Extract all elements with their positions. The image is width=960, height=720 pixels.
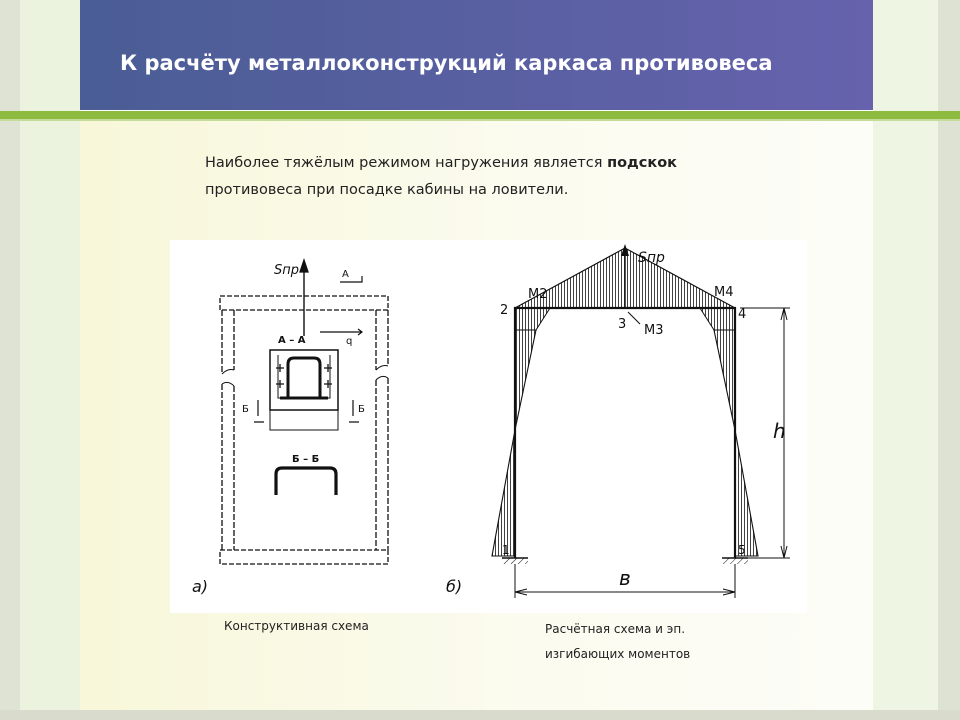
bb-profile: [276, 468, 336, 495]
moment-node-2: [515, 308, 550, 330]
height-label: h: [773, 419, 786, 443]
right-post-break: [376, 366, 388, 381]
panel-b-label: б): [446, 577, 463, 596]
q-label: q: [346, 336, 353, 347]
channel-profile: [288, 358, 320, 398]
force-label-left: Sпр: [274, 263, 300, 278]
intro-part2: противовеса при посадке кабины на ловители.: [205, 182, 569, 198]
moment-node-4: [700, 308, 735, 330]
caption-right: [545, 617, 745, 667]
left-post: [222, 310, 234, 550]
figure-panel: [170, 240, 807, 613]
bolts: [276, 364, 332, 388]
center-lower: [270, 410, 338, 430]
slide-title: К расчёту металлоконструкций каркаса противовеса: [120, 51, 773, 75]
node-3-leader: [628, 312, 640, 324]
diagram-svg: [170, 240, 807, 613]
right-post: [376, 310, 388, 550]
force-label-right: Sпр: [638, 250, 665, 266]
left-edge-stripe: [0, 0, 20, 720]
accent-bar: [0, 111, 960, 119]
intro-text: [205, 150, 765, 204]
section-bb-left: Б: [242, 404, 249, 415]
width-label: в: [619, 566, 631, 590]
node-5-label: 5: [738, 543, 746, 557]
moment-4-label: М4: [714, 285, 734, 300]
left-post-break: [222, 370, 234, 387]
moment-3-label: М3: [644, 323, 664, 338]
moment-2-label: М2: [528, 287, 548, 302]
caption-right-line2: изгибающих моментов: [545, 647, 691, 661]
frame: [515, 308, 735, 558]
section-aa-label: А – А: [278, 335, 306, 346]
intro-part1: Наиболее тяжёлым режимом нагружения является: [205, 155, 608, 171]
support-left-hatch: [502, 558, 528, 564]
right-margin-stripe: [873, 0, 938, 720]
left-margin-stripe: [20, 0, 80, 720]
node-2-label: 2: [500, 303, 509, 318]
bottom-bar: [0, 710, 960, 720]
node-3-label: 3: [618, 317, 627, 332]
node-1-label: 1: [502, 543, 510, 557]
node-4-label: 4: [738, 307, 747, 322]
force-arrowhead-left: [300, 260, 308, 272]
q-arrow: [320, 329, 362, 335]
caption-right-line1: Расчётная схема и эп.: [545, 622, 686, 636]
section-bb-right: Б: [358, 404, 365, 415]
section-aa-letter: А: [342, 269, 349, 280]
center-plate-inner: [278, 355, 330, 398]
right-edge-stripe: [938, 0, 960, 720]
bottom-beam: [220, 550, 388, 564]
section-bb-label: Б – Б: [292, 454, 320, 465]
panel-a-label: а): [192, 577, 209, 596]
intro-bold: подскок: [607, 155, 677, 171]
caption-left: Конструктивная схема: [224, 619, 369, 633]
support-right-hatch: [722, 558, 748, 564]
